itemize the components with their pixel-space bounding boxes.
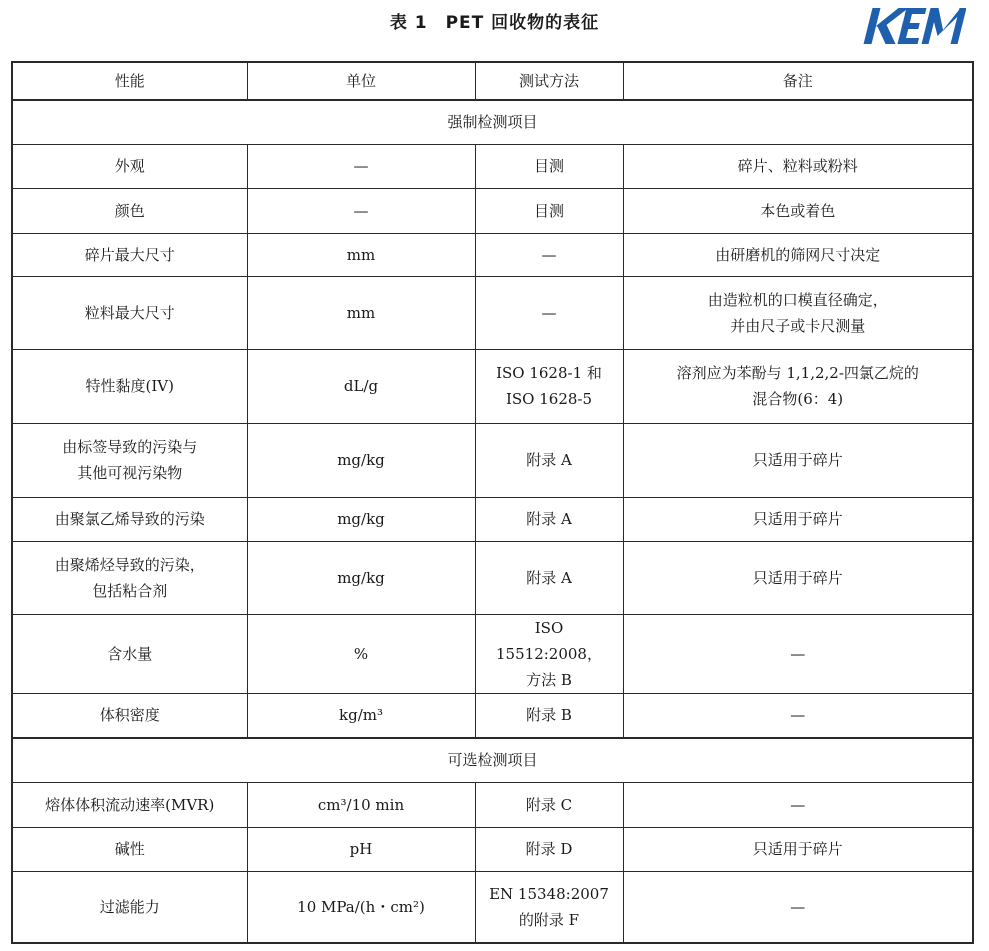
section-optional-row: [12, 738, 973, 782]
table-row: [12, 233, 973, 276]
note-cell-line: 只适用于碎片: [752, 451, 843, 469]
property-cell-line: 特性黏度(IV): [85, 377, 174, 395]
unit-cell: [247, 233, 475, 276]
method-cell-line: 附录 A: [526, 568, 572, 587]
property-cell-line: 包括粘合剂: [92, 581, 168, 600]
table-row: [12, 782, 973, 827]
note-cell: [623, 782, 973, 827]
unit-cell: [247, 276, 475, 349]
method-cell: [475, 276, 623, 349]
note-cell: [623, 423, 973, 497]
method-cell-line: 附录 A: [526, 451, 572, 469]
property-cell: [12, 827, 247, 871]
section-mandatory: 强制检测项目: [12, 100, 973, 144]
property-cell-line: 含水量: [107, 644, 153, 663]
unit-cell: [247, 693, 475, 738]
method-cell-line: —: [541, 245, 557, 264]
note-cell-line: 本色或着色: [760, 201, 836, 220]
note-cell-line: —: [790, 644, 806, 663]
header-note: 备注: [623, 62, 973, 100]
method-cell-line: 附录 D: [525, 840, 573, 858]
method-cell: [475, 233, 623, 276]
note-cell-line: —: [790, 897, 806, 916]
unit-cell-line: mg/kg: [337, 568, 385, 587]
property-cell: [12, 541, 247, 614]
method-cell: [475, 693, 623, 738]
table-row: [12, 423, 973, 497]
property-cell-line: 其他可视污染物: [77, 464, 183, 482]
property-cell-line: 体积密度: [99, 706, 160, 725]
table-row: [12, 144, 973, 188]
property-cell: [12, 614, 247, 693]
note-cell-line: 只适用于碎片: [752, 840, 843, 858]
method-cell-line: 的附录 F: [518, 910, 580, 929]
method-cell: [475, 497, 623, 541]
unit-cell-line: —: [353, 201, 369, 220]
note-cell: [623, 871, 973, 943]
note-cell: [623, 614, 973, 693]
property-cell: [12, 497, 247, 541]
unit-cell-line: mm: [346, 245, 376, 264]
method-cell-line: 目测: [533, 157, 564, 175]
unit-cell: [247, 827, 475, 871]
method-cell-line: 目测: [533, 201, 564, 220]
table-row: [12, 827, 973, 871]
property-cell-line: 过滤能力: [99, 897, 160, 916]
method-cell: [475, 349, 623, 423]
property-cell-line: 碱性: [114, 840, 145, 858]
unit-cell-line: mm: [346, 303, 376, 322]
note-cell-line: —: [790, 706, 806, 725]
kem-logo: [854, 2, 966, 50]
property-cell-line: 外观: [114, 157, 145, 175]
property-cell-line: 由聚氯乙烯导致的污染: [54, 510, 205, 528]
property-cell: [12, 276, 247, 349]
method-cell: [475, 144, 623, 188]
method-cell: [475, 614, 623, 693]
property-cell: [12, 233, 247, 276]
method-cell-line: ISO 1628-5: [505, 390, 593, 408]
note-cell-line: 由研磨机的筛网尺寸决定: [715, 245, 881, 264]
note-cell-line: 碎片、粒料或粉料: [737, 157, 858, 175]
property-cell: [12, 188, 247, 233]
method-cell-line: ISO 1628-1 和: [496, 364, 602, 382]
method-cell: [475, 871, 623, 943]
method-cell-line: 附录 A: [526, 510, 572, 528]
property-cell-line: 由标签导致的污染与: [62, 438, 198, 456]
method-cell-line: 附录 B: [526, 706, 572, 725]
table-row: [12, 276, 973, 349]
property-cell: [12, 349, 247, 423]
note-cell: [623, 541, 973, 614]
unit-cell-line: pH: [349, 840, 373, 858]
method-cell-line: EN 15348:2007: [489, 884, 609, 903]
unit-cell-line: dL/g: [343, 377, 379, 395]
note-cell: [623, 693, 973, 738]
note-cell-line: 混合物(6：4): [752, 390, 844, 408]
unit-cell: [247, 541, 475, 614]
unit-cell: [247, 782, 475, 827]
method-cell: [475, 827, 623, 871]
note-cell: [623, 233, 973, 276]
unit-cell-line: cm³/10 min: [317, 795, 405, 814]
property-cell-line: 熔体体积流动速率(MVR): [45, 795, 215, 814]
table-row: [12, 693, 973, 738]
note-cell-line: 溶剂应为苯酚与 1,1,2,2-四氯乙烷的: [676, 364, 919, 382]
unit-cell: [247, 871, 475, 943]
header-property: 性能: [12, 62, 247, 100]
property-cell-line: 碎片最大尺寸: [84, 245, 175, 264]
unit-cell: [247, 144, 475, 188]
note-cell: [623, 276, 973, 349]
table-row: [12, 871, 973, 943]
property-cell-line: 颜色: [114, 201, 145, 220]
method-cell: [475, 188, 623, 233]
unit-cell: [247, 188, 475, 233]
unit-cell-line: kg/m³: [339, 706, 383, 725]
note-cell-line: —: [790, 795, 806, 814]
table-row: [12, 614, 973, 693]
method-cell-line: 方法 B: [526, 670, 572, 689]
note-cell-line: 由造粒机的口模直径确定，: [707, 290, 888, 309]
property-cell: [12, 693, 247, 738]
unit-cell: [247, 497, 475, 541]
table-row: [12, 497, 973, 541]
section-mandatory-row: [12, 100, 973, 144]
note-cell-line: 只适用于碎片: [752, 510, 843, 528]
table-row: [12, 349, 973, 423]
section-optional: 可选检测项目: [12, 738, 973, 782]
unit-cell: [247, 349, 475, 423]
property-cell: [12, 782, 247, 827]
method-cell-line: ISO 15512:2008，: [496, 618, 602, 663]
unit-cell-line: —: [353, 157, 369, 175]
note-cell-line: 并由尺子或卡尺测量: [730, 316, 866, 335]
property-cell: [12, 871, 247, 943]
table-row: [12, 188, 973, 233]
note-cell: [623, 144, 973, 188]
note-cell: [623, 497, 973, 541]
unit-cell-line: mg/kg: [337, 451, 385, 469]
header-unit: 单位: [247, 62, 475, 100]
method-cell-line: —: [541, 303, 557, 322]
table-row: [12, 541, 973, 614]
unit-cell-line: 10 MPa/(h・cm²): [297, 897, 425, 916]
note-cell: [623, 827, 973, 871]
property-cell-line: 由聚烯烃导致的污染，: [54, 555, 205, 574]
property-cell-line: 粒料最大尺寸: [84, 303, 175, 322]
property-cell: [12, 423, 247, 497]
method-cell-line: 附录 C: [525, 795, 573, 814]
method-cell: [475, 541, 623, 614]
table-title: 表 1 PET 回收物的表征: [389, 13, 600, 33]
unit-cell-line: mg/kg: [337, 510, 385, 528]
property-cell: [12, 144, 247, 188]
note-cell: [623, 349, 973, 423]
note-cell-line: 只适用于碎片: [752, 568, 843, 587]
unit-cell: [247, 614, 475, 693]
note-cell: [623, 188, 973, 233]
unit-cell-line: %: [353, 644, 369, 663]
unit-cell: [247, 423, 475, 497]
pet-characterization-table: [11, 61, 974, 944]
method-cell: [475, 782, 623, 827]
header-method: 测试方法: [475, 62, 623, 100]
method-cell: [475, 423, 623, 497]
